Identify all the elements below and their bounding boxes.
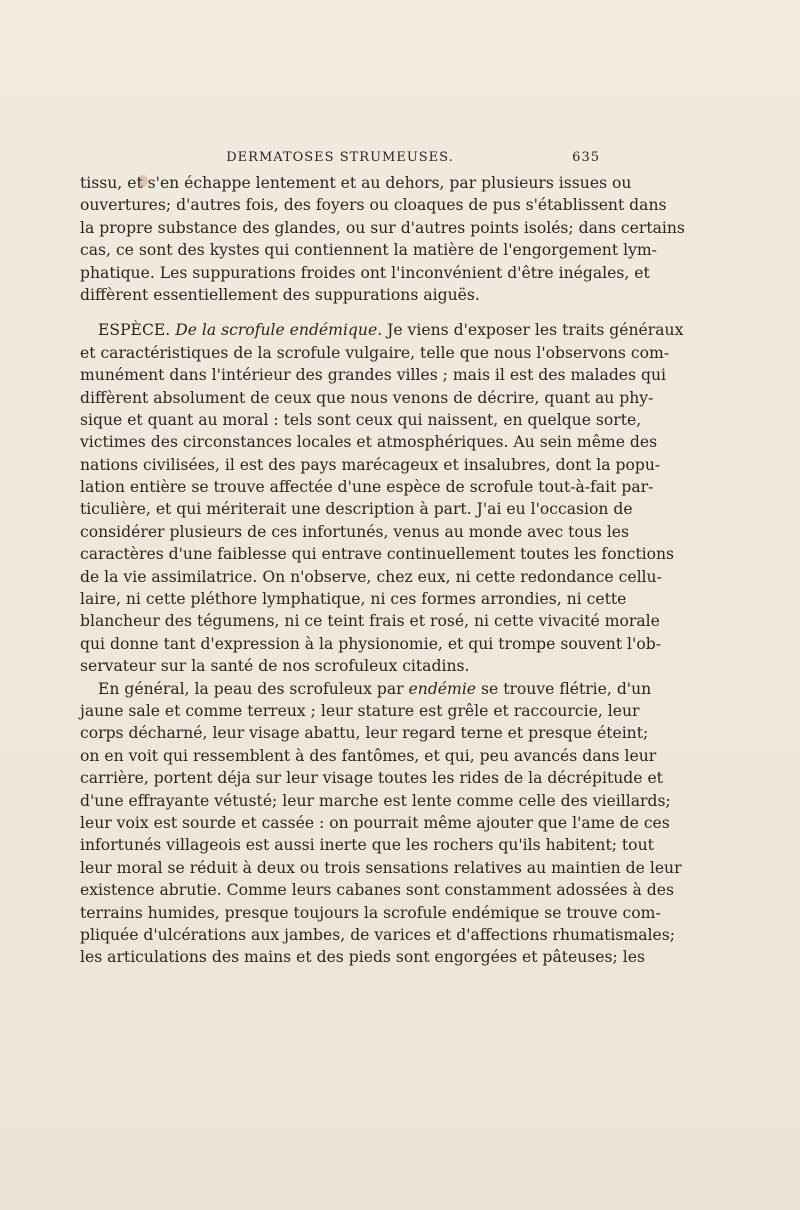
text-line	[80, 319, 684, 341]
text-line: jaune sale et comme terreux ; leur stature est grêle et raccourcie, leur	[80, 701, 640, 720]
text-line: carrière, portent déja sur leur visage toutes les rides de la décrépitude et	[80, 769, 663, 788]
text-line: munément dans l'intérieur des grandes villes ; mais il est des malades qui	[80, 366, 667, 385]
text-line	[80, 678, 652, 700]
text-line: la propre substance des glandes, ou sur d'autres points isolés; dans certains	[80, 218, 685, 237]
text-line: phatique. Les suppurations froides ont l'inconvénient d'être inégales, et	[80, 263, 650, 282]
text-line: qui donne tant d'expression à la physionomie, et qui trompe souvent l'ob-	[80, 634, 661, 653]
running-title: DERMATOSES STRUMEUSES.	[226, 150, 454, 165]
running-header	[80, 150, 600, 170]
text-line: lation entière se trouve affectée d'une espèce de scrofule tout-à-fait par-	[80, 478, 654, 497]
section-label: ESPÈCE.	[98, 321, 171, 340]
paragraph-gap	[80, 306, 600, 319]
text-fragment: se trouve flétrie, d'un	[481, 679, 652, 698]
text-line: terrains humides, presque toujours la scrofule endémique se trouve com-	[80, 903, 661, 922]
text-line: leur voix est sourde et cassée : on pourrait même ajouter que l'ame de ces	[80, 813, 670, 832]
text-line: on en voit qui ressemblent à des fantômes, et qui, peu avancés dans leur	[80, 746, 657, 765]
text-line: laire, ni cette pléthore lymphatique, ni ces formes arrondies, ni cette	[80, 590, 627, 609]
text-line: existence abrutie. Comme leurs cabanes sont constamment adossées à des	[80, 881, 674, 900]
text-line: servateur sur la santé de nos scrofuleux citadins.	[80, 657, 470, 676]
text-line: pliquée d'ulcérations aux jambes, de varices et d'affections rhumatismales;	[80, 925, 675, 944]
text-fragment: En général, la peau des scrofuleux par	[98, 679, 404, 698]
text-line: sique et quant au moral : tels sont ceux qui naissent, en quelque sorte,	[80, 410, 642, 429]
page-number: 635	[572, 150, 600, 165]
text-line: victimes des circonstances locales et atmosphériques. Au sein même des	[80, 433, 658, 452]
text-line: ticulière, et qui mériterait une description à part. J'ai eu l'occasion de	[80, 500, 633, 519]
text-line: et caractéristiques de la scrofule vulgaire, telle que nous l'observons com-	[80, 343, 670, 362]
text-line: diffèrent essentiellement des suppurations aiguës.	[80, 285, 480, 304]
text-line: tissu, et s'en échappe lentement et au dehors, par plusieurs issues ou	[80, 174, 632, 192]
text-line: de la vie assimilatrice. On n'observe, chez eux, ni cette redondance cellu-	[80, 567, 662, 586]
text-line: caractères d'une faiblesse qui entrave continuellement toutes les fonctions	[80, 545, 675, 564]
text-line: infortunés villageois est aussi inerte que les rochers qu'ils habitent; tout	[80, 836, 654, 855]
text-line: nations civilisées, il est des pays marécageux et insalubres, dont la popu-	[80, 455, 661, 474]
text-line: diffèrent absolument de ceux que nous venons de décrire, quant au phy-	[80, 388, 654, 407]
text-line: corps décharné, leur visage abattu, leur regard terne et presque éteint;	[80, 724, 649, 743]
italic-term: endémie	[408, 679, 477, 698]
text-line: d'une effrayante vétusté; leur marche est lente comme celle des vieillards;	[80, 791, 671, 810]
text-fragment: Je viens d'exposer les traits généraux	[387, 321, 684, 340]
text-line: leur moral se réduit à deux ou trois sensations relatives au maintien de leur	[80, 858, 682, 877]
body-text	[80, 172, 685, 969]
text-line: ouvertures; d'autres fois, des foyers ou cloaques de pus s'établissent dans	[80, 196, 667, 215]
text-line: les articulations des mains et des pieds sont engorgées et pâteuses; les	[80, 948, 645, 967]
text-line: cas, ce sont des kystes qui contiennent la matière de l'engorgement lym-	[80, 241, 657, 260]
text-line: considérer plusieurs de ces infortunés, venus au monde avec tous les	[80, 522, 630, 541]
section-title: De la scrofule endémique.	[175, 321, 383, 340]
text-line: blancheur des tégumens, ni ce teint frais et rosé, ni cette vivacité morale	[80, 612, 660, 631]
